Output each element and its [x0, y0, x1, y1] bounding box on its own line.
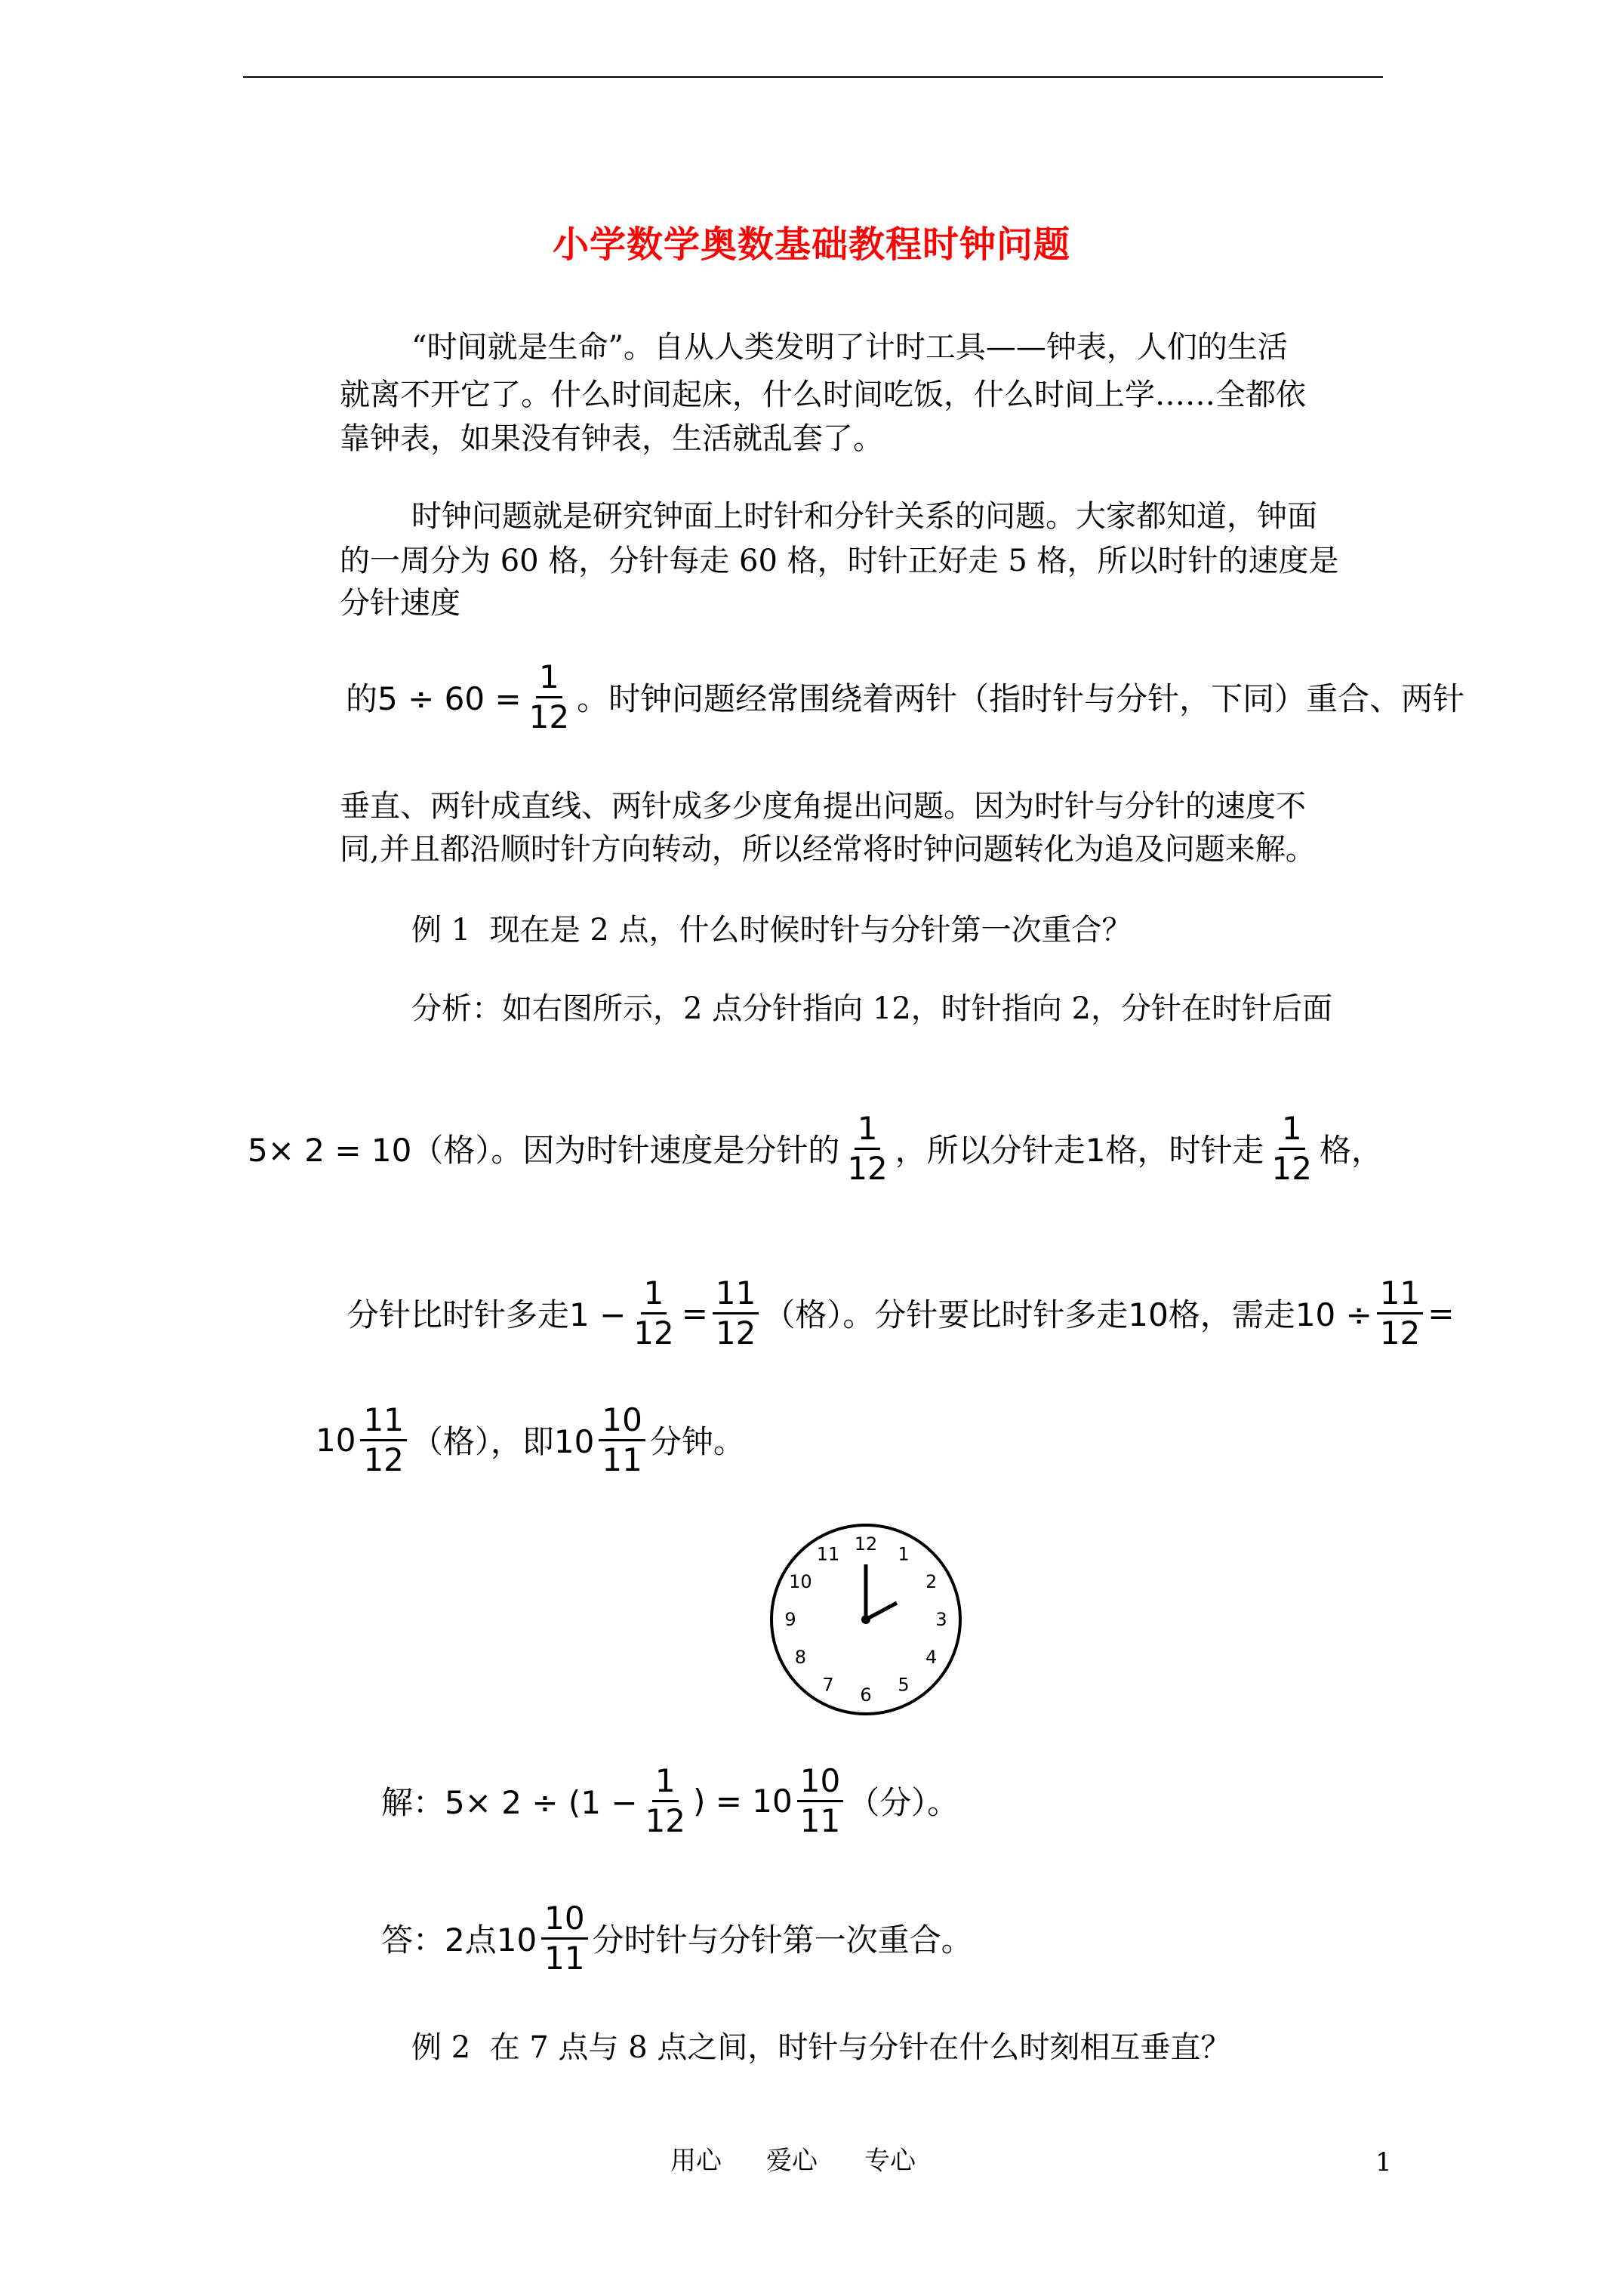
equals-sign: = [681, 1294, 708, 1332]
para2-line-3: 分针速度 [340, 586, 460, 621]
example-2-question [411, 2023, 1230, 2066]
example-2-label: 例 2 [411, 2030, 471, 2065]
header-rule [243, 76, 1383, 78]
footer-word-2: 爱心 [766, 2146, 818, 2176]
example-2-text: 在 7 点与 8 点之间，时针与分针在什么时刻相互垂直？ [489, 2030, 1231, 2065]
page-number: 1 [1375, 2147, 1392, 2177]
example-1-question [411, 906, 1132, 949]
fraction [1377, 1274, 1423, 1351]
answer-equation [381, 1897, 973, 1980]
numerator: 10 [599, 1404, 645, 1441]
example-1-text: 现在是 2 点，什么时候时针与分针第一次重合？ [489, 913, 1132, 948]
denominator: 12 [645, 1801, 685, 1839]
numerator: 11 [713, 1277, 759, 1314]
eq2-middle: ，所以分针走1格，时针走 [895, 1132, 1264, 1169]
clock-numeral-12: 12 [854, 1533, 878, 1555]
solution-middle: ) = 10 [692, 1782, 793, 1820]
eq4-middle: （格），即10 [411, 1423, 595, 1460]
numerator: 1 [652, 1765, 679, 1802]
clock-numeral-1: 1 [898, 1543, 910, 1565]
intro-line-3: 靠钟表，如果没有钟表，生活就乱套了。 [340, 421, 883, 456]
eq3-suffix: = [1427, 1294, 1455, 1332]
eq2-suffix: 格， [1319, 1132, 1383, 1169]
intro-line-2: 就离不开它了。什么时间起床，什么时间吃饭，什么时间上学……全都依 [340, 378, 1306, 412]
fraction [844, 1109, 890, 1187]
clock-numeral-10: 10 [789, 1571, 812, 1592]
fraction [713, 1274, 759, 1351]
eq3-middle: （格）。分针要比时针多走10格，需走10 ÷ [763, 1296, 1372, 1333]
clock-numeral-8: 8 [794, 1647, 807, 1668]
denominator: 12 [363, 1441, 404, 1478]
fraction [541, 1899, 587, 1977]
para3-line-2: 同,并且都沿顺时针方向转动，所以经常将时钟问题转化为追及问题来解。 [340, 832, 1316, 867]
denominator: 12 [847, 1149, 888, 1187]
whole-number: 10 [316, 1421, 356, 1459]
eq2-prefix: 5× 2 = 10（格）。因为时针速度是分针的 [248, 1132, 840, 1169]
eq1-suffix: 。时钟问题经常围绕着两针（指时针与分针，下同）重合、两针 [577, 680, 1465, 717]
clock-numeral-5: 5 [898, 1674, 910, 1696]
fraction [360, 1401, 406, 1478]
fraction [526, 658, 572, 735]
clock-numeral-11: 11 [816, 1543, 840, 1565]
example-1-label: 例 1 [411, 913, 471, 948]
eq3-prefix: 分针比时针多走1 − [347, 1296, 627, 1333]
para2-line-2: 的一周分为 60 格，分针每走 60 格，时针正好走 5 格，所以时针的速度是 [340, 544, 1339, 578]
clock-numeral-2: 2 [925, 1571, 938, 1592]
clock-numeral-9: 9 [784, 1609, 796, 1630]
numerator: 11 [1377, 1277, 1423, 1314]
solution-prefix: 解：5× 2 ÷ (1 − [381, 1784, 638, 1821]
numerator: 10 [541, 1903, 587, 1940]
eq1-prefix: 的5 ÷ 60 = [346, 680, 522, 717]
denominator: 11 [799, 1801, 841, 1839]
eq4-suffix: 分钟。 [649, 1423, 745, 1460]
clock-numeral-7: 7 [822, 1674, 834, 1696]
fraction [599, 1401, 645, 1478]
denominator: 12 [528, 698, 570, 735]
fraction [1269, 1109, 1315, 1187]
example-1-analysis [411, 985, 1332, 1028]
denominator: 11 [602, 1441, 642, 1478]
denominator: 12 [1271, 1149, 1312, 1187]
answer-prefix: 答：2点10 [381, 1922, 537, 1959]
denominator: 12 [633, 1314, 674, 1351]
equation-difference [347, 1271, 1454, 1354]
numerator: 11 [360, 1404, 406, 1441]
numerator: 10 [797, 1765, 843, 1802]
clock-center [861, 1615, 870, 1624]
analysis-text: 如右图所示，2 点分针指向 12，时针指向 2，分针在时针后面 [502, 991, 1332, 1026]
denominator: 11 [544, 1939, 585, 1977]
numerator: 1 [641, 1277, 667, 1314]
intro-line-1: “时间就是生命”。自从人类发明了计时工具——钟表，人们的生活 [411, 330, 1288, 365]
para3-line-1: 垂直、两针成直线、两针成多少度角提出问题。因为时针与分针的速度不 [340, 789, 1306, 824]
clock-numeral-3: 3 [935, 1609, 947, 1630]
clock-diagram [764, 1518, 968, 1721]
analysis-label: 分析： [411, 991, 502, 1026]
numerator: 1 [1279, 1113, 1305, 1150]
clock-numeral-6: 6 [860, 1684, 872, 1706]
fraction [797, 1761, 843, 1839]
footer-word-1: 用心 [670, 2146, 722, 2176]
clock-numeral-4: 4 [925, 1647, 938, 1668]
denominator: 12 [715, 1314, 756, 1351]
fraction [642, 1761, 688, 1839]
fraction [630, 1274, 676, 1351]
numerator: 1 [855, 1113, 881, 1150]
denominator: 12 [1379, 1314, 1421, 1351]
solution-suffix: （分）。 [848, 1784, 959, 1821]
page-title: 小学数学奥数基础教程时钟问题 [552, 223, 1070, 266]
numerator: 1 [536, 661, 562, 698]
equation-grid-speed [248, 1107, 1383, 1190]
solution-equation [381, 1759, 959, 1842]
para2-line-1: 时钟问题就是研究钟面上时针和分针关系的问题。大家都知道，钟面 [411, 499, 1317, 534]
answer-suffix: 分时针与分针第一次重合。 [592, 1922, 973, 1959]
equation-speed-ratio [346, 655, 1464, 738]
equation-result [316, 1398, 745, 1481]
footer-word-3: 专心 [864, 2146, 916, 2176]
